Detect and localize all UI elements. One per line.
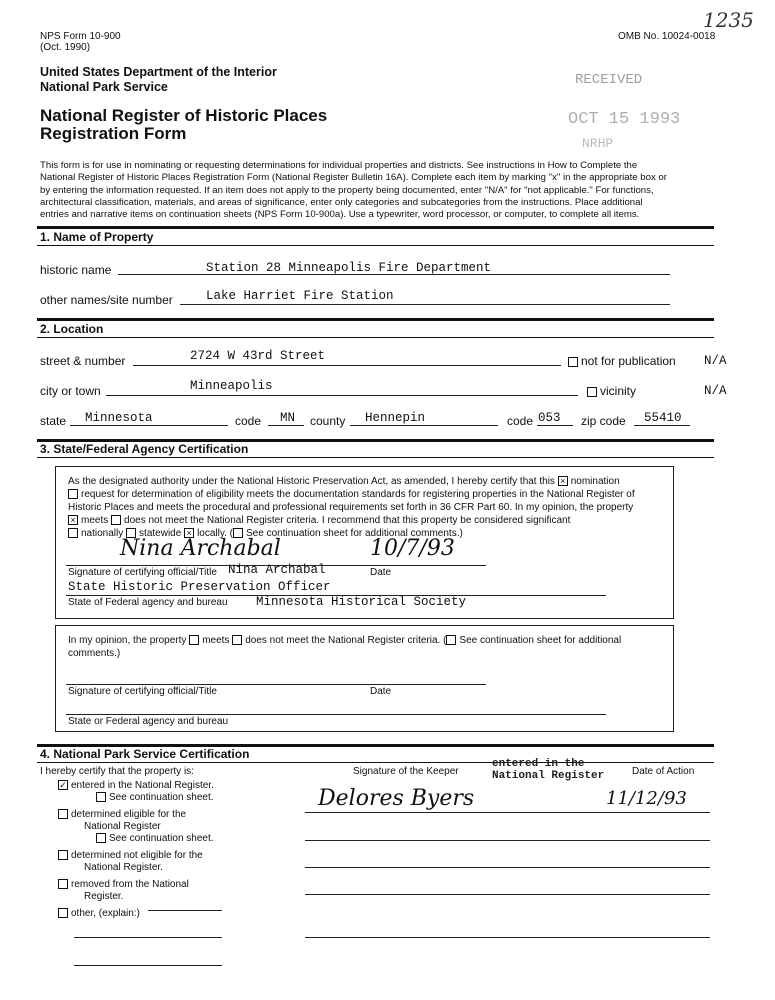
not-eligible-checkbox[interactable] <box>58 850 68 860</box>
vicinity-checkbox[interactable] <box>587 387 597 397</box>
section-divider <box>37 245 714 246</box>
other-names-underline <box>180 304 670 305</box>
instruction-line: National Register of Historic Places Registration Form (National Register Bulletin 16A). Complete each item by marking "x" in the appropriate box or <box>40 172 667 184</box>
does-not-meet-checkbox[interactable] <box>111 515 121 525</box>
form-date: (Oct. 1990) <box>40 42 91 53</box>
entered-stamp-line1: entered in the <box>492 758 585 770</box>
opinion-date-label: Date <box>370 686 392 697</box>
section-divider <box>37 762 714 763</box>
state-underline <box>70 425 228 426</box>
opinion-text: In my opinion, the property meets does not meet the National Register criteria. ( See continuation sheet for additional comments.) <box>68 635 622 659</box>
section-divider <box>37 337 714 338</box>
agency-value[interactable]: Minnesota Historical Society <box>256 595 467 609</box>
other-explain-line <box>74 965 222 966</box>
section3-heading: 3. State/Federal Agency Certification <box>40 442 249 456</box>
form-number: NPS Form 10-900 <box>40 31 121 42</box>
other-names-value[interactable]: Lake Harriet Fire Station <box>206 289 394 303</box>
instructions-block <box>40 160 667 221</box>
instruction-line: entries and narrative items on continuation sheets (NPS Form 10-900a). Use a typewriter, word processor, or computer, to complete all items. <box>40 209 640 221</box>
eligible-continuation-checkbox[interactable] <box>96 833 106 843</box>
entered-stamp-line2: National Register <box>492 770 605 782</box>
not-for-publication-checkbox[interactable] <box>568 357 578 367</box>
section1-heading: 1. Name of Property <box>40 230 154 244</box>
form-title-line1: National Register of Historic Places <box>40 106 328 125</box>
signature-date-label: Date <box>370 567 392 578</box>
city-value[interactable]: Minneapolis <box>190 379 273 393</box>
instruction-line: by entering the information requested. If an item does not apply to the property being documented, enter "N/A" for "not applicable." For functions, <box>40 184 654 196</box>
opinion-not-meet-checkbox[interactable] <box>232 635 242 645</box>
keeper-line <box>305 840 710 841</box>
zip-underline <box>634 425 690 426</box>
opinion-agency-label: State or Federal agency and bureau <box>68 716 229 727</box>
historic-name-label: historic name <box>40 263 112 277</box>
vicinity-value[interactable]: N/A <box>704 384 727 398</box>
keeper-signature: Delores Byers <box>318 786 475 811</box>
removed-checkbox[interactable] <box>58 879 68 889</box>
instruction-line: architectural classification, materials, and areas of significance, enter only categories and subcategories from the instructions. Place additional <box>40 196 643 208</box>
instruction-line: This form is for use in nominating or requesting determinations for individual properties and districts. See instructions in How to Complete the <box>40 160 638 171</box>
city-underline <box>106 395 578 396</box>
keeper-underline <box>305 812 710 813</box>
keeper-line <box>305 937 710 938</box>
date-of-action: 11/12/93 <box>606 788 687 809</box>
not-for-publication: not for publication <box>568 354 676 368</box>
section2-heading: 2. Location <box>40 322 104 336</box>
street-value[interactable]: 2724 W 43rd Street <box>190 349 326 363</box>
county-code-label: code <box>507 414 534 428</box>
county-code-underline <box>537 425 573 426</box>
entered-continuation-checkbox[interactable] <box>96 792 106 802</box>
entered-checkbox[interactable]: ✓ <box>59 780 67 791</box>
county-code-value[interactable]: 053 <box>538 411 561 425</box>
section-divider <box>37 226 714 229</box>
eligible-checkbox[interactable] <box>58 809 68 819</box>
certifying-signature: Nina Archabal <box>120 536 281 561</box>
not-for-publication-value[interactable]: N/A <box>704 354 727 368</box>
other-explain-underline <box>148 910 222 911</box>
other-names-label: other names/site number <box>40 293 173 307</box>
section4-heading: 4. National Park Service Certification <box>40 747 250 761</box>
vicinity: vicinity <box>587 384 636 398</box>
street-label: street & number <box>40 354 126 368</box>
other-checkbox[interactable] <box>58 908 68 918</box>
opinion-continuation-checkbox[interactable] <box>446 635 456 645</box>
historic-name-value[interactable]: Station 28 Minneapolis Fire Department <box>206 261 492 275</box>
opinion-agency-underline <box>66 714 606 715</box>
state-code-underline <box>268 425 304 426</box>
other-explain-line <box>74 937 222 938</box>
zip-label: zip code <box>581 414 626 428</box>
county-value[interactable]: Hennepin <box>365 411 426 425</box>
form-title-line2: Registration Form <box>40 124 187 143</box>
county-underline <box>350 425 498 426</box>
opinion-meets-checkbox[interactable] <box>189 635 199 645</box>
received-stamp: RECEIVED <box>575 72 643 88</box>
nps-intro: I hereby certify that the property is: <box>40 766 194 777</box>
signature-typed-name[interactable]: Nina Archabal <box>228 563 326 577</box>
date-of-action-label: Date of Action <box>632 766 695 777</box>
received-org-stamp: NRHP <box>582 136 614 151</box>
state-code-label: code <box>235 414 262 428</box>
keeper-signature-label: Signature of the Keeper <box>353 766 459 777</box>
agency-label: State of Federal agency and bureau <box>68 597 228 608</box>
state-certification-text: As the designated authority under the National Historic Preservation Act, as amended, I hereby certify that this × nomination request for determination of eligibility meets the documentation standards for registering properties in the National Register of Historic Places and meets the procedural and professional requirements set forth in 36 CFR Part 60. In my opinion, the property × meets does not meet the National Register criteria. I recommend that this property be considered significant nationally statewide × locally. ( See continuation sheet for additional comments.) <box>68 476 635 539</box>
opinion-signature-label: Signature of certifying official/Title <box>68 686 217 697</box>
cert-line3: Historic Places and meets the procedural and professional requirements set forth in 36 CFR Part 60. In my opinion, the property <box>68 502 634 513</box>
nps-options: ✓ entered in the National Register. See continuation sheet. determined eligible for the National Register See continuation sheet. determined not eligible for the National Register. removed from the National Register. other, (explain:) <box>59 780 214 919</box>
city-label: city or town <box>40 384 101 398</box>
state-label: state <box>40 414 67 428</box>
meets-checkbox[interactable]: × <box>68 515 78 525</box>
county-label: county <box>310 414 346 428</box>
omb-number: OMB No. 10024-0018 <box>618 31 716 42</box>
state-code-value[interactable]: MN <box>280 411 296 425</box>
section-divider <box>37 318 714 321</box>
official-title[interactable]: State Historic Preservation Officer <box>68 580 331 594</box>
signature-label: Signature of certifying official/Title <box>68 567 217 578</box>
certifying-signature-date: 10/7/93 <box>370 536 455 561</box>
nomination-checkbox[interactable]: × <box>558 476 568 486</box>
keeper-line <box>305 894 710 895</box>
zip-value[interactable]: 55410 <box>644 411 682 425</box>
eligibility-request-checkbox[interactable] <box>68 489 78 499</box>
service-name: National Park Service <box>40 80 168 94</box>
department-name: United States Department of the Interior <box>40 65 277 79</box>
keeper-line <box>305 867 710 868</box>
opinion-signature-underline <box>66 684 486 685</box>
locally-checkbox[interactable]: × <box>184 528 194 538</box>
corner-handwritten-mark: 1235 <box>703 8 754 32</box>
nationally-checkbox[interactable] <box>68 528 78 538</box>
section-divider <box>37 457 714 458</box>
street-underline <box>133 365 561 366</box>
state-value[interactable]: Minnesota <box>85 411 153 425</box>
received-date-stamp: OCT 15 1993 <box>568 110 681 129</box>
